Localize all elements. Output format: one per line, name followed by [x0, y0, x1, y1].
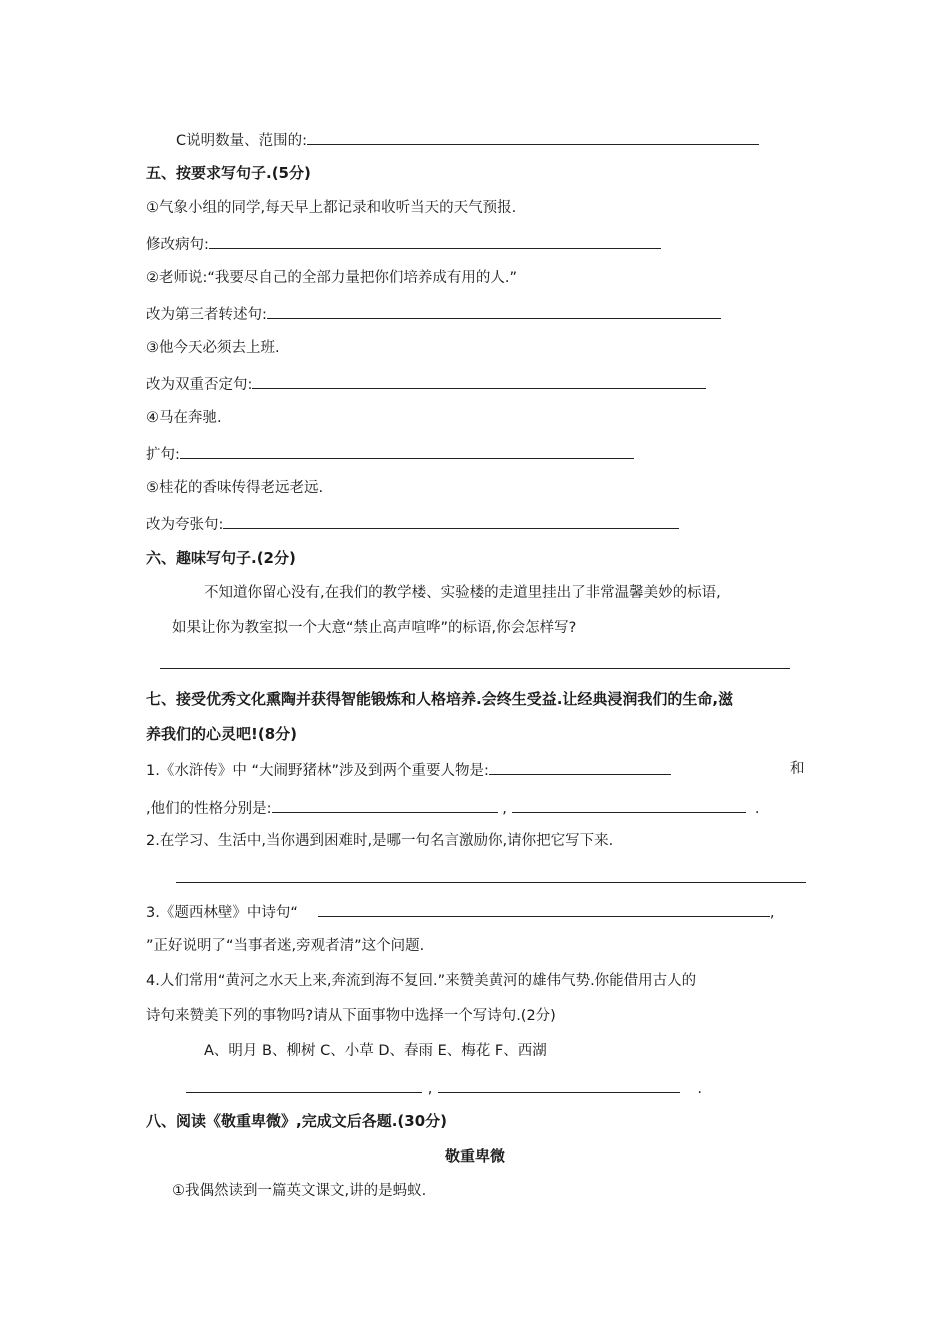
c-line: [176, 128, 759, 152]
s6-paragraph-2: 如果让你为教室拟一个大意“禁止高声喧哗”的标语,你会怎样写?: [172, 620, 577, 636]
answer-blank[interactable]: [318, 900, 770, 917]
section-7-heading-line-1: 七、接受优秀文化熏陶并获得智能锻炼和人格培养.会终生受益.让经典浸润我们的生命,滋: [146, 690, 734, 708]
answer-blank[interactable]: [489, 758, 671, 775]
s7-q3-line-2: ”正好说明了“当事者迷,旁观者清”这个问题.: [146, 938, 425, 954]
answer-blank[interactable]: [438, 1076, 680, 1093]
s6-paragraph-1: 不知道你留心没有,在我们的教学楼、实验楼的走道里挂出了非常温馨美妙的标语,: [204, 585, 721, 601]
s7-q2: 2.在学习、生活中,当你遇到困难时,是哪一句名言激励你,请你把它写下来.: [146, 833, 614, 849]
s5-question-1: ①气象小组的同学,每天早上都记录和收听当天的天气预报.: [146, 200, 517, 216]
s7-q4-line-2: 诗句来赞美下列的事物吗?请从下面事物中选择一个写诗句.(2分): [146, 1008, 556, 1024]
s7-q1-line-2: [146, 796, 760, 820]
s5-question-3: ③他今天必须去上班.: [146, 340, 280, 356]
section-6-heading: 六、趣味写句子.(2分): [146, 549, 296, 567]
s5-answer-2: [146, 302, 721, 326]
s7-q1-and: 和: [790, 761, 805, 777]
answer-blank[interactable]: [307, 128, 759, 145]
s7-q3-text: 3.《题西林壁》中诗句“: [146, 905, 298, 921]
article-title: 敬重卑微: [444, 1147, 505, 1165]
answer-blank[interactable]: [252, 372, 706, 389]
s7-q1-line-1: [146, 758, 671, 782]
s5-answer-3: [146, 372, 706, 396]
s5-answer-4: [146, 442, 634, 466]
section-5-heading: 五、按要求写句子.(5分): [146, 164, 311, 182]
s5-answer-5-label: 改为夸张句:: [146, 517, 224, 533]
answer-blank[interactable]: [272, 796, 498, 813]
s6-answer-line[interactable]: [160, 668, 790, 669]
s5-question-5: ⑤桂花的香味传得老远老远.: [146, 480, 324, 496]
answer-blank[interactable]: [180, 442, 634, 459]
comma: ,: [502, 801, 507, 817]
s5-answer-3-label: 改为双重否定句:: [146, 377, 253, 393]
s7-q4-answer: [186, 1076, 702, 1100]
s7-q4-options: A、明月 B、柳树 C、小草 D、春雨 E、梅花 F、西湖: [204, 1043, 547, 1059]
answer-blank[interactable]: [209, 232, 661, 249]
section-7-heading-line-2: 养我们的心灵吧!(8分): [146, 725, 297, 743]
s5-answer-4-label: 扩句:: [146, 447, 180, 463]
period: .: [754, 801, 760, 817]
answer-blank[interactable]: [223, 512, 679, 529]
s5-answer-1-label: 修改病句:: [146, 237, 209, 253]
s7-q2-answer-line[interactable]: [176, 882, 806, 883]
s7-q1-text: 1.《水浒传》中 “大闹野猪林”涉及到两个重要人物是:: [146, 763, 489, 779]
s7-q1b-text: ,他们的性格分别是:: [146, 801, 272, 817]
s5-question-4: ④马在奔驰.: [146, 410, 222, 426]
answer-blank[interactable]: [267, 302, 721, 319]
comma: ,: [427, 1081, 433, 1097]
answer-blank[interactable]: [512, 796, 746, 813]
s5-question-2: ②老师说:“我要尽自己的全部力量把你们培养成有用的人.”: [146, 270, 518, 286]
period: .: [697, 1081, 702, 1097]
comma: ,: [769, 905, 775, 921]
s7-q4-line-1: 4.人们常用“黄河之水天上来,奔流到海不复回.”来赞美黄河的雄伟气势.你能借用古人的: [146, 973, 697, 989]
answer-blank[interactable]: [186, 1076, 422, 1093]
s5-answer-5: [146, 512, 679, 536]
c-line-label: C说明数量、范围的:: [176, 133, 308, 149]
s5-answer-1: [146, 232, 661, 256]
article-paragraph-1: ①我偶然读到一篇英文课文,讲的是蚂蚁.: [172, 1183, 427, 1199]
s7-q3-line-1: [146, 900, 774, 924]
section-8-heading: 八、阅读《敬重卑微》,完成文后各题.(30分): [146, 1112, 447, 1130]
s5-answer-2-label: 改为第三者转述句:: [146, 307, 267, 323]
